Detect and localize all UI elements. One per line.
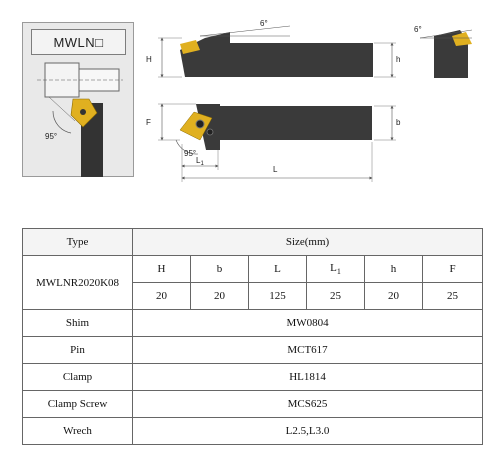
- type-header: Type: [23, 229, 133, 256]
- col-header-h: h: [365, 256, 423, 283]
- plan-view-clamp: [207, 129, 213, 135]
- dim-L1-label: $L_1$: [196, 156, 204, 167]
- dim-b-label: b: [396, 118, 401, 127]
- value-h: 20: [365, 283, 423, 310]
- table-row: [23, 310, 483, 337]
- part-name: Wrech: [23, 418, 133, 445]
- dim-L-label: L: [273, 165, 278, 174]
- table-row: [23, 364, 483, 391]
- value-L1: 25: [307, 283, 365, 310]
- dim-h-label: h: [396, 55, 401, 64]
- end-view: [414, 25, 472, 78]
- part-value: MCS625: [133, 391, 483, 418]
- table-row: [23, 391, 483, 418]
- dim-F-label: F: [146, 118, 151, 127]
- model-label: MWLN□: [31, 29, 126, 55]
- spec-table: [22, 228, 483, 445]
- part-value: MCT617: [133, 337, 483, 364]
- plan-view-screw: [196, 120, 204, 128]
- value-L: 125: [249, 283, 307, 310]
- end-view-body: [434, 42, 468, 78]
- col-header-b: b: [191, 256, 249, 283]
- side-view-head: [180, 32, 230, 77]
- col-header-H: H: [133, 256, 191, 283]
- part-value: MW0804: [133, 310, 483, 337]
- table-row: [23, 337, 483, 364]
- part-name: Shim: [23, 310, 133, 337]
- side-view-shank: [205, 43, 373, 77]
- size-header: Size(mm): [133, 229, 483, 256]
- side-angle-label: 6°: [260, 19, 268, 28]
- col-header-L1: $L_1$: [307, 256, 365, 283]
- side-rake-line: [200, 26, 290, 36]
- value-F: 25: [423, 283, 483, 310]
- part-name: Pin: [23, 337, 133, 364]
- part-name: Clamp Screw: [23, 391, 133, 418]
- col-header-F: F: [423, 256, 483, 283]
- value-H: 20: [133, 283, 191, 310]
- side-view: [146, 19, 400, 77]
- col-header-L: L: [249, 256, 307, 283]
- model-cell: MWLNR2020K08: [23, 256, 133, 310]
- plan-view-shank: [220, 106, 372, 140]
- inset-angle-label: 95°: [45, 132, 58, 141]
- part-name: Clamp: [23, 364, 133, 391]
- table-row: [23, 418, 483, 445]
- value-b: 20: [191, 283, 249, 310]
- plan-angle-label: 95°: [184, 149, 197, 158]
- part-value: HL1814: [133, 364, 483, 391]
- end-angle-label: 6°: [414, 25, 422, 34]
- technical-drawing: [0, 0, 500, 228]
- dim-H-label: H: [146, 55, 152, 64]
- part-value: L2.5,L3.0: [133, 418, 483, 445]
- plan-view: [146, 104, 401, 182]
